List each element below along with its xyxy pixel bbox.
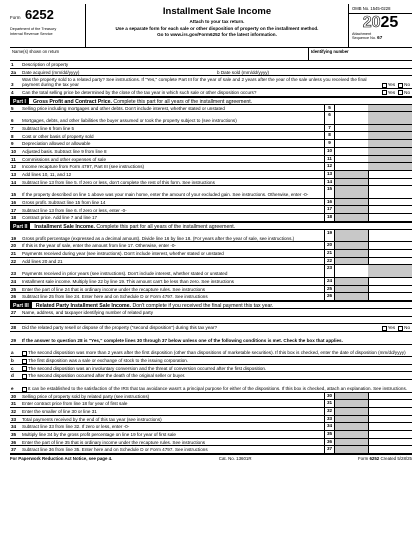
line-15-amount-field[interactable]	[368, 186, 412, 198]
line-33-shaded-cell	[334, 416, 368, 423]
line-17-box-label: 17	[324, 206, 334, 213]
line-12-number: 12	[11, 164, 17, 170]
line-15	[10, 186, 412, 199]
line-19-box-label: 19	[324, 230, 334, 242]
line-11	[10, 156, 412, 164]
line-21-shaded-cell	[334, 250, 368, 257]
line-36	[10, 439, 412, 447]
line-6-shaded-cell	[368, 112, 412, 124]
footer-created: Created 5/28/25	[380, 456, 412, 462]
line-30-text: Selling price of property sold by related party (see instructions)	[22, 393, 150, 399]
form-footer	[10, 454, 412, 461]
line-4-yes-option[interactable]	[382, 90, 396, 96]
line-2a-text[interactable]: Date acquired (mm/dd/yyyy)	[22, 69, 80, 75]
line-21	[10, 250, 412, 258]
part1-title-text: Complete this part for all years of the installment agreement.	[113, 98, 253, 105]
line-8-box-label: 8	[324, 132, 334, 139]
line-17-text: Subtract line 13 from line 6. If zero or less, enter -0-	[22, 207, 127, 213]
line-4-number: 4	[11, 89, 14, 95]
line-8-amount-field[interactable]	[334, 132, 368, 139]
line-26-box-label: 26	[324, 293, 334, 300]
line-28-yes-option[interactable]	[382, 325, 396, 331]
line-28-no-label: No	[404, 325, 410, 331]
line-19-text: Gross profit percentage (expressed as a decimal amount). Divide line 16 by line 18. (For years after the year of sale, see instructions.)	[22, 235, 295, 241]
line-37	[10, 446, 412, 454]
line-21-number: 21	[11, 251, 17, 257]
line-21-box-label: 21	[324, 250, 334, 257]
year-suffix: 25	[380, 14, 399, 31]
line-14-text: Subtract line 13 from line 5. If zero or less, don't complete the rest of this form. See instructions	[22, 179, 215, 185]
line-13-amount-field[interactable]	[368, 171, 412, 178]
line-10-box-label: 10	[324, 148, 334, 155]
line-7-number: 7	[11, 125, 14, 131]
name-field[interactable]: Name(s) shown on return	[12, 49, 60, 54]
omb-number: OMB No. 1545-0228	[349, 4, 412, 14]
line-13	[10, 171, 412, 179]
line-20-shaded-cell	[334, 242, 368, 249]
line-18-text: Contract price. Add line 7 and line 17	[22, 215, 98, 221]
line-23-amount-field[interactable]	[334, 265, 368, 277]
line-1-number: 1	[11, 62, 14, 68]
line-20-number: 20	[11, 243, 17, 249]
omb-block	[348, 4, 412, 47]
part2-title-text: Complete this part for all years of the installment agreement.	[96, 223, 236, 230]
line-14	[10, 179, 412, 187]
line-2a	[10, 69, 412, 77]
line-23-number: 23	[11, 271, 17, 277]
line-11-text: Commissions and other expenses of sale	[22, 156, 107, 162]
line-16-text: Gross profit. Subtract line 15 from line 14	[22, 199, 106, 205]
line-3-text: Was the property sold to a related party? See instructions. If "Yes," complete Part III for the year of sale and 2 years after the year of the sale unless you received the final payment during the tax year	[22, 76, 367, 88]
line-34-amount-field[interactable]	[368, 423, 412, 430]
line-35-amount-field[interactable]	[368, 431, 412, 438]
line-35	[10, 431, 412, 439]
department	[10, 27, 85, 36]
line-31-number: 31	[11, 401, 17, 407]
line-24-text: Installment sale income. Multiply line 22 by line 19. This amount can't be less than zero. See instructions	[22, 278, 234, 284]
condition-a	[10, 345, 412, 358]
line-25-amount-field[interactable]	[368, 286, 412, 293]
part3-tag: Part III	[10, 302, 32, 308]
line-18	[10, 214, 412, 222]
line-25-text: Enter the part of line 24 that is ordinary income under the recapture rules. See instructions	[22, 286, 206, 292]
footer-cat: Cat. No. 13601R	[218, 456, 252, 462]
line-33-number: 33	[11, 416, 17, 422]
condition-c-checkbox[interactable]	[22, 366, 27, 371]
line-37-text: Subtract line 36 from line 35. Enter here and on Schedule D or Form 4797. See instructions	[22, 447, 208, 453]
line-10-number: 10	[11, 148, 17, 154]
line-7-amount-field[interactable]	[334, 125, 368, 132]
condition-e-letter: e	[11, 385, 14, 391]
line-9-amount-field[interactable]	[334, 140, 368, 147]
line-28-yes-checkbox[interactable]	[382, 326, 387, 331]
line-11-shaded-cell	[368, 156, 412, 163]
line-4-text: Can the total selling price be determined by the close of the tax year in which such sale or other disposition occurs?	[22, 89, 257, 95]
line-28-no-checkbox[interactable]	[398, 326, 403, 331]
dept-line-1: Department of the Treasury	[10, 27, 57, 31]
condition-d-letter: d	[11, 373, 14, 379]
part1-tag: Part I	[10, 98, 29, 104]
attachment-label: Attachment	[352, 32, 372, 36]
line-19	[10, 230, 412, 243]
line-28-number: 28	[11, 325, 17, 331]
line-16-amount-field[interactable]	[368, 199, 412, 206]
line-20	[10, 242, 412, 250]
line-11-number: 11	[11, 156, 16, 162]
line-37-number: 37	[11, 447, 17, 453]
line-12-text: Income recapture from Form 4797, Part III (see instructions)	[22, 164, 145, 170]
line-29	[10, 332, 412, 345]
condition-d	[10, 372, 412, 380]
line-33-text: Total payments received by the end of this tax year (see instructions)	[22, 416, 162, 422]
line-35-number: 35	[11, 432, 17, 438]
line-9-box-label: 9	[324, 140, 334, 147]
line-13-text: Add lines 10, 11, and 12	[22, 171, 72, 177]
line-36-shaded-cell	[334, 439, 368, 446]
line-5-shaded-cell	[368, 105, 412, 112]
line-14-number: 14	[11, 179, 17, 185]
line-31-shaded-cell	[334, 400, 368, 407]
form-6252	[10, 4, 412, 461]
line-1-text[interactable]: Description of property	[22, 62, 69, 68]
line-4-yes-checkbox[interactable]	[382, 90, 387, 95]
condition-b-letter: b	[11, 358, 14, 364]
line-20-text: If this is the year of sale, enter the amount from line 17. Otherwise, enter -0-	[22, 243, 176, 249]
line-27-number: 27	[11, 310, 17, 316]
line-32-amount-field[interactable]	[368, 408, 412, 415]
line-3-no-label: No	[404, 82, 410, 88]
line-25-shaded-cell	[334, 286, 368, 293]
line-23-text: Payments received in prior years (see instructions). Don't include interest, whether stated or unstated	[22, 271, 228, 277]
line-32-shaded-cell	[334, 408, 368, 415]
line-26-number: 26	[11, 294, 17, 300]
part3-header	[10, 301, 412, 309]
line-7	[10, 125, 412, 133]
line-7-text: Subtract line 6 from line 5	[22, 125, 75, 131]
line-15-shaded-cell	[334, 186, 368, 198]
line-12-box-label: 12	[324, 163, 334, 170]
attach-note: Attach to your tax return.	[189, 19, 245, 24]
line-5-number: 5	[11, 105, 14, 111]
line-17-number: 17	[11, 207, 17, 213]
part2-title	[30, 223, 235, 229]
line-35-box-label: 35	[324, 431, 334, 438]
line-5-box-label: 5	[324, 105, 334, 112]
line-15-number: 15	[11, 192, 17, 198]
line-17-shaded-cell	[334, 206, 368, 213]
condition-a-checkbox[interactable]	[22, 351, 27, 356]
form-id-block	[10, 4, 86, 47]
line-37-box-label: 37	[324, 446, 334, 453]
line-8-text: Cost or other basis of property sold	[22, 133, 94, 139]
part1-header	[10, 97, 412, 105]
line-19-number: 19	[11, 235, 17, 241]
line-32	[10, 408, 412, 416]
name-row	[10, 48, 412, 61]
line-10-shaded-cell	[368, 148, 412, 155]
line-20-amount-field[interactable]	[368, 242, 412, 249]
line-10-text: Adjusted basis. Subtract line 9 from line 8	[22, 148, 107, 154]
line-1	[10, 61, 412, 69]
footer-paperwork: For Paperwork Reduction Act Notice, see page 4.	[10, 456, 113, 462]
footer-form	[358, 456, 412, 461]
form-title: Installment Sale Income	[162, 6, 272, 17]
part2-title-bold: Installment Sale Income.	[34, 223, 95, 230]
line-17	[10, 206, 412, 214]
line-23	[10, 265, 412, 278]
line-9-shaded-cell	[368, 140, 412, 147]
line-28-no-option[interactable]	[398, 325, 410, 331]
line-21-amount-field[interactable]	[368, 250, 412, 257]
line-8-shaded-cell	[368, 132, 412, 139]
line-12-amount-field[interactable]	[334, 163, 368, 170]
line-18-amount-field[interactable]	[368, 214, 412, 221]
condition-b-text: The first disposition was a sale or exchange of stock to the issuing corporation.	[28, 358, 189, 364]
line-33-box-label: 33	[324, 416, 334, 423]
line-31-box-label: 31	[324, 400, 334, 407]
line-8	[10, 132, 412, 140]
line-28	[10, 324, 412, 332]
line-26-text: Subtract line 25 from line 24. Enter here and on Schedule D or Form 4797. See instructions	[22, 294, 208, 300]
condition-c	[10, 365, 412, 373]
line-36-number: 36	[11, 439, 17, 445]
part2-tag: Part II	[10, 223, 30, 229]
instruction-line: Use a separate form for each sale or other disposition of property on the installment method.	[115, 26, 319, 31]
line-30	[10, 393, 412, 401]
condition-d-text: The second disposition occurred after the death of the original seller or buyer.	[28, 373, 186, 379]
line-25-box-label: 25	[324, 286, 334, 293]
line-4	[10, 89, 412, 97]
line-14-box-label: 14	[324, 179, 334, 186]
line-30-shaded-cell	[334, 393, 368, 400]
line-3-number: 3	[11, 82, 14, 88]
line-16-shaded-cell	[334, 199, 368, 206]
line-12-shaded-cell	[368, 163, 412, 170]
footer-form-label: Form	[358, 456, 369, 462]
line-18-shaded-cell	[334, 214, 368, 221]
part3-title-text: Don't complete if you received the final payment this tax year.	[132, 302, 274, 309]
line-10	[10, 148, 412, 156]
line-34-shaded-cell	[334, 423, 368, 430]
line-29-text: If the answer to question 28 is "Yes," complete lines 30 through 37 below unless one of the following conditions is met. Check the box that applies.	[22, 337, 343, 343]
part2-header	[10, 222, 412, 230]
line-34	[10, 423, 412, 431]
line-3-yes-checkbox[interactable]	[382, 83, 387, 88]
line-36-box-label: 36	[324, 439, 334, 446]
line-34-box-label: 34	[324, 423, 334, 430]
line-12	[10, 163, 412, 171]
line-28-yes-no	[382, 325, 412, 331]
condition-e-text: It can be established to the satisfaction of the IRS that tax avoidance wasn't a principal purpose for either of the dispositions. If this box is checked, attach an explanation. See instructions.	[28, 385, 408, 391]
line-22-amount-field[interactable]	[368, 258, 412, 265]
line-3-yes-no	[382, 82, 412, 88]
condition-c-text: The second disposition was an involuntary conversion and the threat of conversion occurred after the first disposition.	[28, 365, 267, 371]
line-14-amount-field[interactable]	[368, 179, 412, 186]
line-15-text: If the property described on line 1 above was your main home, enter the amount of your excluded gain. See instructions. Otherwise, enter -0-	[22, 192, 309, 198]
line-26-shaded-cell	[334, 293, 368, 300]
line-31	[10, 400, 412, 408]
line-4-no-option[interactable]	[398, 90, 410, 96]
part3-title	[32, 302, 273, 308]
line-4-yes-no	[382, 90, 412, 96]
line-10-amount-field[interactable]	[334, 148, 368, 155]
sequence-label: Sequence No.	[352, 36, 377, 41]
line-8-number: 8	[11, 133, 14, 139]
footer-form-number: 6252	[369, 456, 380, 462]
condition-a-text: The second disposition was more than 2 years after the first disposition (other than dispositions of marketable securities). If this box is checked, enter the date of disposition (mm/dd/yyyy)	[28, 350, 406, 356]
line-3-no-option[interactable]	[398, 82, 410, 88]
part3-title-bold: Related Party Installment Sale Income.	[35, 302, 131, 309]
line-5	[10, 105, 412, 113]
line-13-number: 13	[11, 171, 17, 177]
instruction-note	[86, 26, 348, 37]
line-6-amount-field[interactable]	[334, 112, 368, 124]
sequence-number: 67	[377, 35, 383, 41]
part-1	[10, 97, 412, 222]
line-5-amount-field[interactable]	[334, 105, 368, 112]
condition-a-letter: a	[11, 350, 14, 356]
line-35-text: Multiply line 34 by the gross profit percentage on line 19 for year of first sale	[22, 432, 176, 438]
condition-e-checkbox[interactable]	[22, 387, 27, 392]
condition-d-checkbox[interactable]	[22, 374, 27, 379]
part1-title	[29, 98, 252, 104]
condition-e	[10, 380, 412, 393]
line-22	[10, 258, 412, 266]
line-3-no-checkbox[interactable]	[398, 83, 403, 88]
line-30-box-label: 30	[324, 393, 334, 400]
line-9	[10, 140, 412, 148]
line-5-text: Selling price including mortgages and other debts. Don't include interest, whether stated or unstated	[22, 105, 225, 111]
line-16-number: 16	[11, 199, 17, 205]
line-31-amount-field[interactable]	[368, 400, 412, 407]
condition-b	[10, 357, 412, 365]
part-2	[10, 222, 412, 301]
line-24-box-label: 24	[324, 278, 334, 285]
line-29-number: 29	[11, 337, 17, 343]
line-26-amount-field[interactable]	[368, 293, 412, 300]
identifying-number-field[interactable]: Identifying number	[308, 48, 412, 60]
form-label: Form	[10, 15, 21, 20]
line-36-text: Enter the part of line 35 that is ordinary income under the recapture rules. See instructions	[22, 439, 206, 445]
line-11-box-label: 11	[324, 156, 334, 163]
line-15-box-label: 15	[324, 186, 334, 198]
line-18-number: 18	[11, 215, 17, 221]
line-6-box-label: 6	[324, 112, 334, 124]
line-30-amount-field[interactable]	[368, 393, 412, 400]
tax-year	[349, 14, 412, 32]
line-33-amount-field[interactable]	[368, 416, 412, 423]
line-27	[10, 309, 412, 317]
condition-c-letter: c	[11, 365, 14, 371]
line-21-text: Payments received during year (see instructions). Don't include interest, whether stated or unstated	[22, 251, 224, 257]
line-7-box-label: 7	[324, 125, 334, 132]
line-19-shaded-cell	[334, 230, 368, 242]
line-22-number: 22	[11, 258, 17, 264]
line-6	[10, 112, 412, 125]
line-18-box-label: 18	[324, 214, 334, 221]
line-27-text[interactable]: Name, address, and taxpayer identifying number of related party	[22, 310, 153, 316]
line-16	[10, 199, 412, 207]
line-31-text: Enter contract price from line 18 for year of first sale	[22, 401, 128, 407]
dept-line-2: Internal Revenue Service	[10, 31, 53, 36]
line-37-shaded-cell	[334, 446, 368, 453]
line-3-yes-label: Yes	[387, 82, 396, 88]
line-16-box-label: 16	[324, 199, 334, 206]
line-2b-text[interactable]: b Date sold (mm/dd/yyyy)	[217, 69, 270, 75]
line-34-number: 34	[11, 424, 17, 430]
form-number: 6252	[24, 7, 54, 22]
line-13-box-label: 13	[324, 171, 334, 178]
line-4-no-checkbox[interactable]	[398, 90, 403, 95]
line-7-shaded-cell	[368, 125, 412, 132]
line-25-number: 25	[11, 286, 17, 292]
line-2a-number: 2a	[11, 69, 17, 75]
line-13-shaded-cell	[334, 171, 368, 178]
line-37-amount-field[interactable]	[368, 446, 412, 453]
line-17-amount-field[interactable]	[368, 206, 412, 213]
line-32-number: 32	[11, 409, 17, 415]
line-6-text: Mortgages, debts, and other liabilities the buyer assumed or took the property subject to (see instructions)	[22, 118, 237, 124]
line-26	[10, 293, 412, 301]
line-30-number: 30	[11, 393, 17, 399]
line-3-yes-option[interactable]	[382, 82, 396, 88]
line-23-shaded-cell	[368, 265, 412, 277]
line-3	[10, 76, 412, 89]
line-25	[10, 286, 412, 294]
line-24-shaded-cell	[334, 278, 368, 285]
title-block	[86, 4, 348, 47]
line-22-text: Add lines 20 and 21	[22, 258, 63, 264]
line-9-text: Depreciation allowed or allowable	[22, 141, 91, 147]
line-19-amount-field[interactable]	[368, 230, 412, 242]
condition-b-checkbox[interactable]	[22, 359, 27, 364]
line-35-shaded-cell	[334, 431, 368, 438]
form-header	[10, 4, 412, 48]
line-22-shaded-cell	[334, 258, 368, 265]
line-4-no-label: No	[404, 89, 410, 95]
line-24-amount-field[interactable]	[368, 278, 412, 285]
line-24-number: 24	[11, 278, 17, 284]
line-32-text: Enter the smaller of line 30 or line 31	[22, 409, 97, 415]
part1-title-bold: Gross Profit and Contract Price.	[32, 98, 112, 105]
attachment-seq	[349, 32, 412, 41]
line-6-number: 6	[11, 118, 14, 124]
line-34-text: Subtract line 33 from line 32. If zero or less, enter -0-	[22, 424, 130, 430]
line-9-number: 9	[11, 141, 14, 147]
line-20-box-label: 20	[324, 242, 334, 249]
part-3	[10, 301, 412, 454]
line-33	[10, 416, 412, 424]
line-23-box-label: 23	[324, 265, 334, 277]
line-28-yes-label: Yes	[387, 325, 396, 331]
line-4-yes-label: Yes	[387, 89, 396, 95]
line-14-shaded-cell	[334, 179, 368, 186]
year-prefix: 20	[362, 14, 381, 31]
line-27-blank[interactable]	[10, 317, 412, 325]
line-24	[10, 278, 412, 286]
line-11-amount-field[interactable]	[334, 156, 368, 163]
line-28-text: Did the related party resell or dispose of the property ("second disposition") during this tax year?	[22, 325, 218, 331]
line-36-amount-field[interactable]	[368, 439, 412, 446]
line-32-box-label: 32	[324, 408, 334, 415]
general-section	[10, 61, 412, 97]
line-22-box-label: 22	[324, 258, 334, 265]
goto-line: Go to www.irs.gov/Form6252 for the latest information.	[157, 31, 277, 37]
